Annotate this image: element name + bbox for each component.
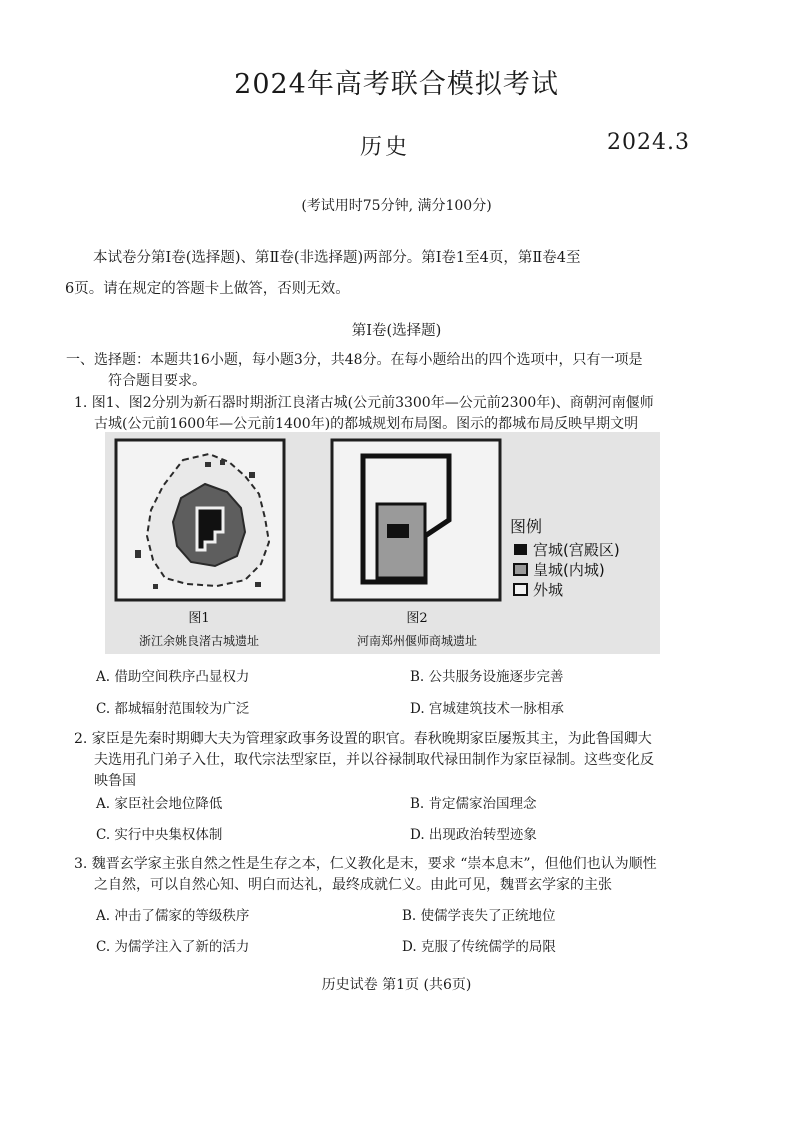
legend-swatch-inner	[514, 564, 527, 575]
legend-title: 图例	[510, 517, 543, 536]
intro-line-2: 6页。请在规定的答题卡上做答，否则无效。	[65, 281, 350, 297]
fig2-caption: 河南郑州偃师商城遗址	[356, 634, 478, 648]
q2-line-1: 2. 家臣是先秦时期卿大夫为管理家政事务设置的职官。春秋晚期家臣屡叛其主，为此鲁国卿大	[74, 731, 652, 747]
q2-option-d: D. 出现政治转型迹象	[410, 827, 537, 843]
legend-item-palace: 宫城(宫殿区)	[533, 541, 620, 559]
q2-option-c: C. 实行中央集权体制	[96, 827, 223, 843]
q2-line-3: 映鲁国	[94, 773, 136, 789]
q1-figure	[105, 432, 660, 654]
q2-line-2: 夫选用孔门弟子入仕，取代宗法型家臣，并以谷禄制取代禄田制作为家臣禄制。这些变化反	[94, 752, 654, 768]
legend-item-outer: 外城	[533, 581, 564, 599]
q1-option-d: D. 宫城建筑技术一脉相承	[410, 701, 564, 717]
exam-title: 2024年高考联合模拟考试	[234, 69, 559, 100]
q3-option-b: B. 使儒学丧失了正统地位	[402, 908, 556, 924]
page-footer: 历史试卷 第1页 (共6页)	[321, 977, 472, 993]
q1-line-2: 古城(公元前1600年—公元前1400年)的都城规划布局图。图示的都城布局反映早期文明	[94, 416, 639, 432]
q1-line-1: 1. 图1、图2分别为新石器时期浙江良渚古城(公元前3300年—公元前2300年)、商朝河南偃师	[74, 395, 654, 411]
q3-option-d: D. 克服了传统儒学的局限	[402, 939, 556, 955]
section-instruction-2: 符合题目要求。	[108, 373, 206, 389]
time-note: (考试用时75分钟, 满分100分)	[301, 198, 492, 214]
q1-option-c: C. 都城辐射范围较为广泛	[96, 701, 250, 717]
q1-option-b: B. 公共服务设施逐步完善	[410, 669, 564, 685]
intro-line-1: 本试卷分第Ⅰ卷(选择题)、第Ⅱ卷(非选择题)两部分。第Ⅰ卷1至4页，第Ⅱ卷4至	[93, 250, 581, 266]
fig2-label: 图2	[406, 611, 428, 626]
exam-date: 2024.3	[607, 130, 690, 155]
legend-item-inner: 皇城(内城)	[533, 561, 605, 579]
fig2-inner-city	[377, 504, 425, 578]
q3-line-1: 3. 魏晋玄学家主张自然之性是生存之本，仁义教化是末，要求 “崇本息末”，但他们也认为顺性	[74, 856, 657, 872]
fig2-palace	[387, 524, 409, 538]
q3-line-2: 之自然，可以自然心知、明白而达礼，最终成就仁义。由此可见，魏晋玄学家的主张	[94, 877, 612, 893]
q1-option-a: A. 借助空间秩序凸显权力	[96, 669, 250, 685]
section-title: 第Ⅰ卷(选择题)	[351, 323, 442, 339]
q3-option-a: A. 冲击了儒家的等级秩序	[96, 908, 250, 924]
fig1-label: 图1	[188, 611, 210, 626]
subject-title: 历史	[360, 135, 411, 160]
section-instruction-1: 一、选择题：本题共16小题，每小题3分，共48分。在每小题给出的四个选项中，只有一项是	[66, 352, 643, 368]
fig1-caption: 浙江余姚良渚古城遗址	[138, 634, 260, 648]
q2-option-b: B. 肯定儒家治国理念	[410, 796, 537, 812]
q3-option-c: C. 为儒学注入了新的活力	[96, 939, 250, 955]
legend-swatch-outer	[514, 584, 527, 595]
legend-swatch-palace	[514, 544, 527, 555]
q2-option-a: A. 家臣社会地位降低	[96, 796, 223, 812]
